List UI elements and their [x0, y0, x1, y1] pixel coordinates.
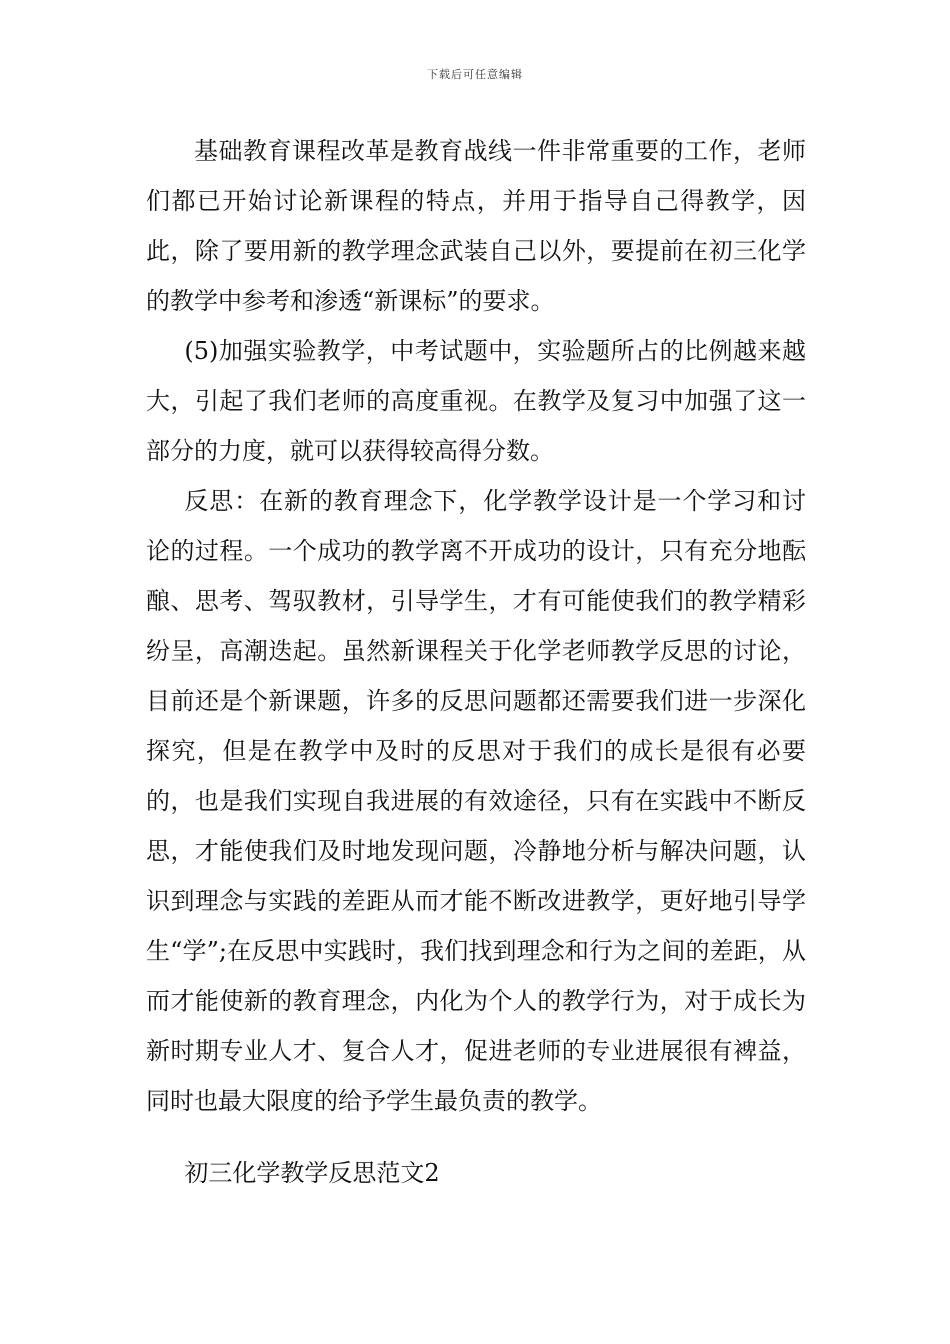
document-body: [146, 126, 806, 1198]
header-note: 下载后可任意编辑: [427, 68, 523, 81]
section-heading: 初三化学教学反思范文2: [184, 1159, 440, 1187]
paragraph-curriculum-reform: 基础教育课程改革是教育战线一件非常重要的工作，老师们都已开始讨论新课程的特点，并用于指导自己得教学，因此，除了要用新的教学理念武装自己以外，要提前在初三化学的教学中参考和渗透“新课标”的要求。: [146, 137, 806, 315]
paragraph-experiment-teaching: (5)加强实验教学，中考试题中，实验题所占的比例越来越大，引起了我们老师的高度重视。在教学及复习中加强了这一部分的力度，就可以获得较高得分数。: [146, 337, 806, 465]
paragraph-reflection: 反思：在新的教育理念下，化学教学设计是一个学习和讨论的过程。一个成功的教学离不开成功的设计，只有充分地酝酿、思考、驾驭教材，引导学生，才有可能使我们的教学精彩纷呈，高潮迭起。虽然新课程关于化学老师教学反思的讨论，目前还是个新课题，许多的反思问题都还需要我们进一步深化探究，但是在教学中及时的反思对于我们的成长是很有必要的，也是我们实现自我进展的有效途径，只有在实践中不断反思，才能使我们及时地发现问题，冷静地分析与解决问题，认识到理念与实践的差距从而才能不断改进教学，更好地引导学生“学”;在反思中实践时，我们找到理念和行为之间的差距，从而才能使新的教育理念，内化为个人的教学行为，对于成长为新时期专业人才、复合人才，促进老师的专业进展很有裨益，同时也最大限度的给予学生最负责的教学。: [146, 487, 806, 1115]
